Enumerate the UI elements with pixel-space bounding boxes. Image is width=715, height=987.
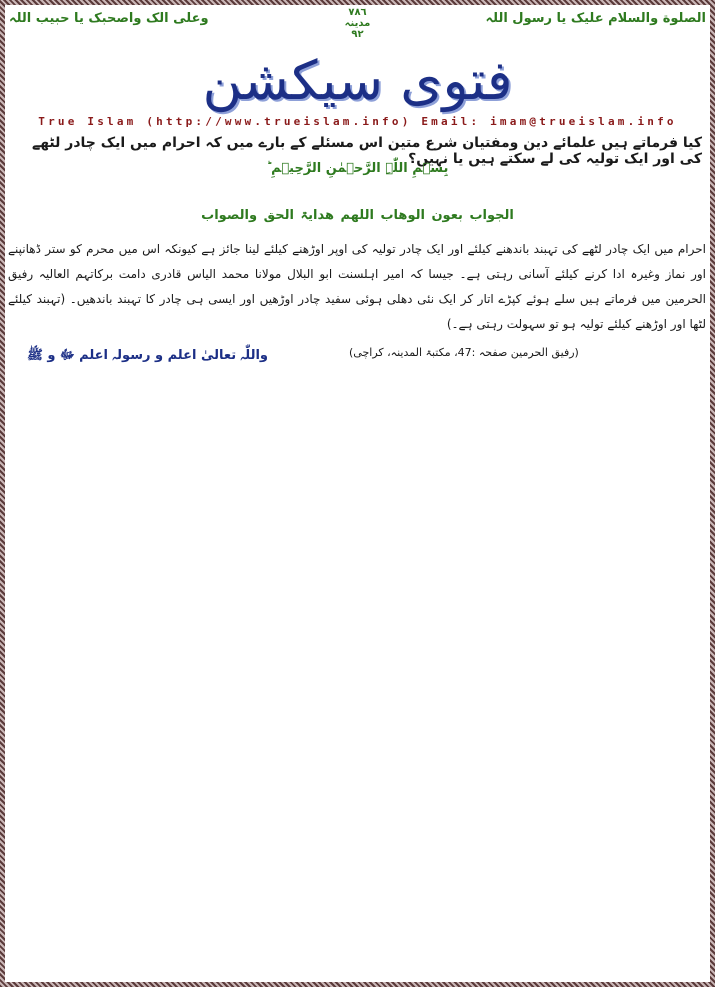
- salutation-right: الصلوة والسلام علیک یا رسول اللہ: [485, 11, 706, 26]
- bismillah: بِسۡمِ اللّٰہِ الرَّحۡمٰنِ الرَّحِیۡمِ ؕ: [266, 161, 449, 176]
- closing-phrase: واللّٰہ تعالیٰ اعلم و رسولہ اعلم ﷻ و ﷺ: [27, 348, 268, 363]
- salutation-left: وعلی الک واصحبک یا حبیب اللہ: [9, 11, 209, 26]
- question-text: کیا فرماتے ہیں علمائے دین ومفتیان شرع متین اس مسئلے کے بارے میں کہ احرام میں ایک چادر لٹھے کی اور ایک تولیہ کی لے سکتے ہیں یا نہیں؟: [31, 135, 702, 167]
- page-title: فتوی سیکشن: [202, 49, 513, 112]
- answer-heading: الجواب بعون الوھاب اللھم ھدایۃ الحق والصواب: [201, 208, 514, 223]
- badge-word: مدینہ: [344, 18, 371, 29]
- fatwa-page: [5, 5, 710, 982]
- madina-badge: [318, 7, 398, 40]
- site-contact-line: True Islam (http://www.trueislam.info) Email: imam@trueislam.info: [38, 115, 677, 128]
- badge-number-top: ٧٨٦: [348, 7, 367, 18]
- badge-number-bottom: ٩٢: [351, 29, 364, 40]
- reference-citation: (رفیق الحرمین صفحہ :47، مکتبۃ المدینہ، کراچی): [349, 346, 579, 359]
- answer-body: احرام میں ایک چادر لٹھے کی تہبند باندھنے کیلئے اور ایک چادر تولیہ کی اوپر اوڑھنے کیلئے لینا جائز ہے کیونکہ اس میں محرم کو ستر ڈھانپنے اور نماز وغیرہ ادا کرنے کیلئے آسانی رہتی ہے۔ جیسا کہ امیر اہلسنت ابو البلال مولانا محمد الیاس قادری دامت برکاتہم العالیہ رفیق الحرمین میں فرماتے ہیں سلے ہوئے کپڑے اتار کر ایک نئی دھلی ہوئی سفید چادر اوڑھیں اور ایسی ہی چادر کا تہبند باندھیں۔ (تہبند کیلئے لٹھا اور اوڑھنے کیلئے تولیہ ہو تو سہولت رہتی ہے۔): [8, 242, 706, 331]
